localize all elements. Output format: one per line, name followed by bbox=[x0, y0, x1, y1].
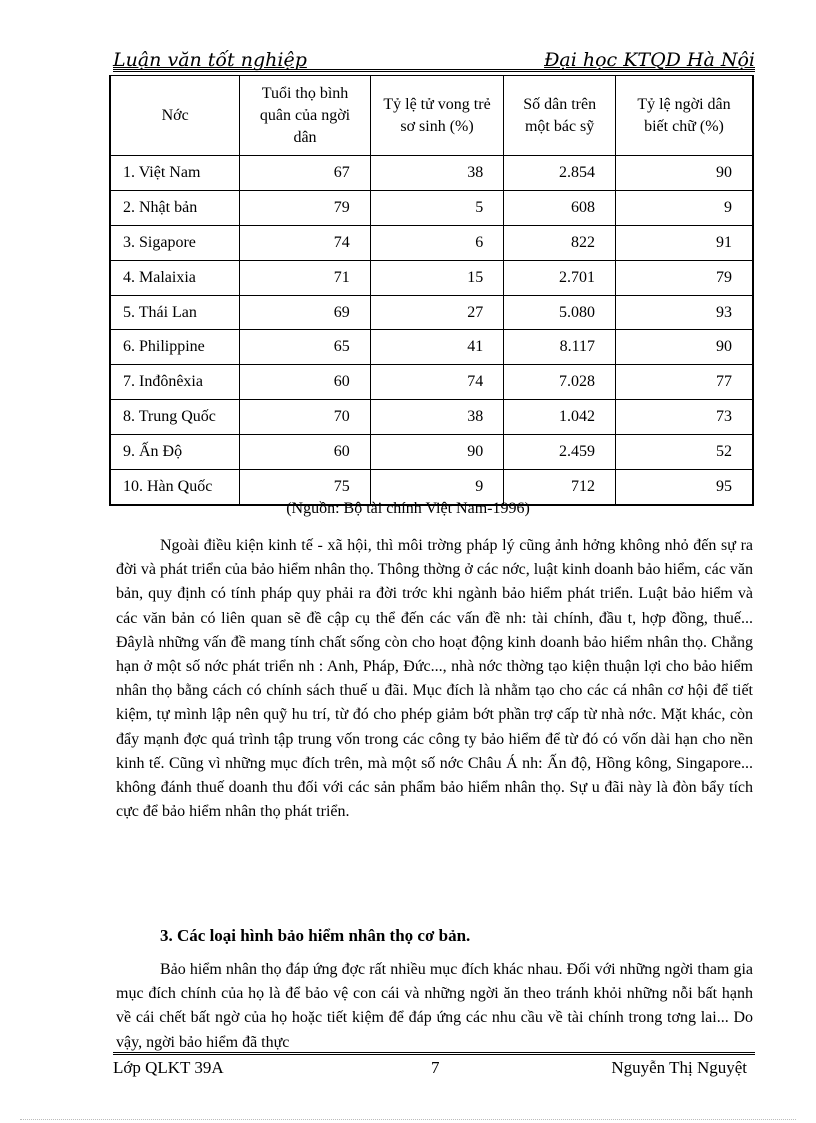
table-row bbox=[110, 400, 753, 435]
table-cell: 73 bbox=[615, 400, 753, 435]
country-cell: 10. Hàn Quốc bbox=[110, 470, 240, 505]
column-header: Tỷ lệ tử vong trẻ sơ sinh (%) bbox=[370, 76, 504, 156]
column-header: Số dân trên một bác sỹ bbox=[504, 76, 616, 156]
footer-author: Nguyễn Thị Nguyệt bbox=[611, 1058, 747, 1077]
table-row bbox=[110, 225, 753, 260]
country-cell: 9. Ấn Độ bbox=[110, 435, 240, 470]
table-cell: 15 bbox=[370, 260, 504, 295]
table-cell: 74 bbox=[240, 225, 371, 260]
country-cell: 5. Thái Lan bbox=[110, 295, 240, 330]
table-cell: 9 bbox=[370, 470, 504, 505]
table-cell: 90 bbox=[615, 330, 753, 365]
table-cell: 77 bbox=[615, 365, 753, 400]
table-cell: 95 bbox=[615, 470, 753, 505]
table-cell: 70 bbox=[240, 400, 371, 435]
header-rule bbox=[113, 69, 755, 72]
footer-class: Lớp QLKT 39A bbox=[113, 1058, 224, 1077]
table-cell: 69 bbox=[240, 295, 371, 330]
country-cell: 2. Nhật bản bbox=[110, 190, 240, 225]
table-cell: 7.028 bbox=[504, 365, 616, 400]
table-cell: 9 bbox=[615, 190, 753, 225]
body-paragraph-1: Ngoài điều kiện kinh tế - xã hội, thì môi trờng pháp lý cũng ảnh hởng không nhỏ đến sự ra đời và phát triển của bảo hiểm nhân thọ. Thông thờng ở các nớc, luật kinh doanh bảo hiểm, các văn bản, quy định có tính pháp quy phải ra đời trớc khi ngành bảo hiểm phát triển. Luật bảo hiểm và các văn bản có liên quan sẽ đề cập cụ thể đến các vấn đề nh: tài chính, đầu t, hợp đồng, thuế... Đâylà những vấn đề mang tính chất sống còn cho hoạt động kinh doanh bảo hiểm nhân thọ. Chẳng hạn ở một số nớc phát triển nh : Anh, Pháp, Đức..., nhà nớc thờng tạo kiện thuận lợi cho bảo hiểm nhân thọ bằng cách có chính sách thuế u đãi. Mục đích là nhằm tạo cho các cá nhân cơ hội để tiết kiệm, tự mình lập nên quỹ hu trí, từ đó cho phép giảm bớt phần trợ cấp từ nhà nớc. Mặt khác, còn đẩy mạnh đợc quá trình tập trung vốn trong các công ty bảo hiểm để từ đó có vốn dài hạn cho nền kinh tế. Cũng vì những mục đích trên, mà một số nớc Châu Á nh: Ấn độ, Hồng kông, Singapore... không đánh thuế doanh thu đối với các sản phẩm bảo hiểm nhân thọ. Sự u đãi này là đòn bẩy tích cực để bảo hiểm nhân thọ phát triển. bbox=[116, 537, 753, 821]
table-header-row bbox=[110, 76, 753, 156]
table-row bbox=[110, 190, 753, 225]
country-cell: 3. Sigapore bbox=[110, 225, 240, 260]
page-footer bbox=[113, 1058, 755, 1082]
table-cell: 5.080 bbox=[504, 295, 616, 330]
table-cell: 65 bbox=[240, 330, 371, 365]
column-header: Tuổi thọ bình quân của ngời dân bbox=[240, 76, 371, 156]
table-cell: 5 bbox=[370, 190, 504, 225]
table-cell: 27 bbox=[370, 295, 504, 330]
column-header: Tỷ lệ ngời dân biết chữ (%) bbox=[615, 76, 753, 156]
table-cell: 2.701 bbox=[504, 260, 616, 295]
table-cell: 1.042 bbox=[504, 400, 616, 435]
table-cell: 822 bbox=[504, 225, 616, 260]
section-heading: 3. Các loại hình bảo hiểm nhân thọ cơ bản. bbox=[160, 926, 471, 945]
table-row bbox=[110, 330, 753, 365]
header-left: Luận văn tốt nghiệp bbox=[113, 49, 307, 71]
page-edge-divider bbox=[20, 1119, 796, 1120]
page-number: 7 bbox=[431, 1058, 440, 1077]
table-cell: 91 bbox=[615, 225, 753, 260]
table-cell: 608 bbox=[504, 190, 616, 225]
footer-rule bbox=[113, 1052, 755, 1055]
header-right: Đại học KTQD Hà Nội bbox=[544, 49, 755, 71]
table-cell: 60 bbox=[240, 365, 371, 400]
table-row bbox=[110, 156, 753, 191]
table-cell: 60 bbox=[240, 435, 371, 470]
health-statistics-table bbox=[109, 75, 754, 506]
table-cell: 41 bbox=[370, 330, 504, 365]
table-cell: 79 bbox=[240, 190, 371, 225]
table-row bbox=[110, 365, 753, 400]
table-source-note: (Nguồn: Bộ tài chính Việt Nam-1996) bbox=[286, 500, 530, 517]
table-cell: 90 bbox=[370, 435, 504, 470]
table-cell: 67 bbox=[240, 156, 371, 191]
table-cell: 38 bbox=[370, 400, 504, 435]
table-cell: 75 bbox=[240, 470, 371, 505]
country-cell: 4. Malaixia bbox=[110, 260, 240, 295]
table-cell: 93 bbox=[615, 295, 753, 330]
country-cell: 1. Việt Nam bbox=[110, 156, 240, 191]
table-cell: 2.854 bbox=[504, 156, 616, 191]
table-cell: 2.459 bbox=[504, 435, 616, 470]
table-row bbox=[110, 295, 753, 330]
table-cell: 74 bbox=[370, 365, 504, 400]
table-cell: 712 bbox=[504, 470, 616, 505]
table-cell: 79 bbox=[615, 260, 753, 295]
table-cell: 6 bbox=[370, 225, 504, 260]
table-cell: 90 bbox=[615, 156, 753, 191]
table-cell: 71 bbox=[240, 260, 371, 295]
table-cell: 8.117 bbox=[504, 330, 616, 365]
table-row bbox=[110, 435, 753, 470]
body-paragraph-2: Bảo hiểm nhân thọ đáp ứng đợc rất nhiều mục đích khác nhau. Đối với những ngời tham gia mục đích chính của họ là để bảo vệ con cái và những ngời ăn theo tránh khỏi những nỗi bất hạnh về cái chết bất ngờ của họ hoặc tiết kiệm để đáp ứng các nhu cầu về tài chính trong tơng lai... Do vậy, ngời bảo hiểm đã thực bbox=[116, 961, 753, 1051]
country-cell: 8. Trung Quốc bbox=[110, 400, 240, 435]
column-header: Nớc bbox=[110, 76, 240, 156]
table-row bbox=[110, 260, 753, 295]
country-cell: 7. Inđônêxia bbox=[110, 365, 240, 400]
table-cell: 38 bbox=[370, 156, 504, 191]
country-cell: 6. Philippine bbox=[110, 330, 240, 365]
table-cell: 52 bbox=[615, 435, 753, 470]
